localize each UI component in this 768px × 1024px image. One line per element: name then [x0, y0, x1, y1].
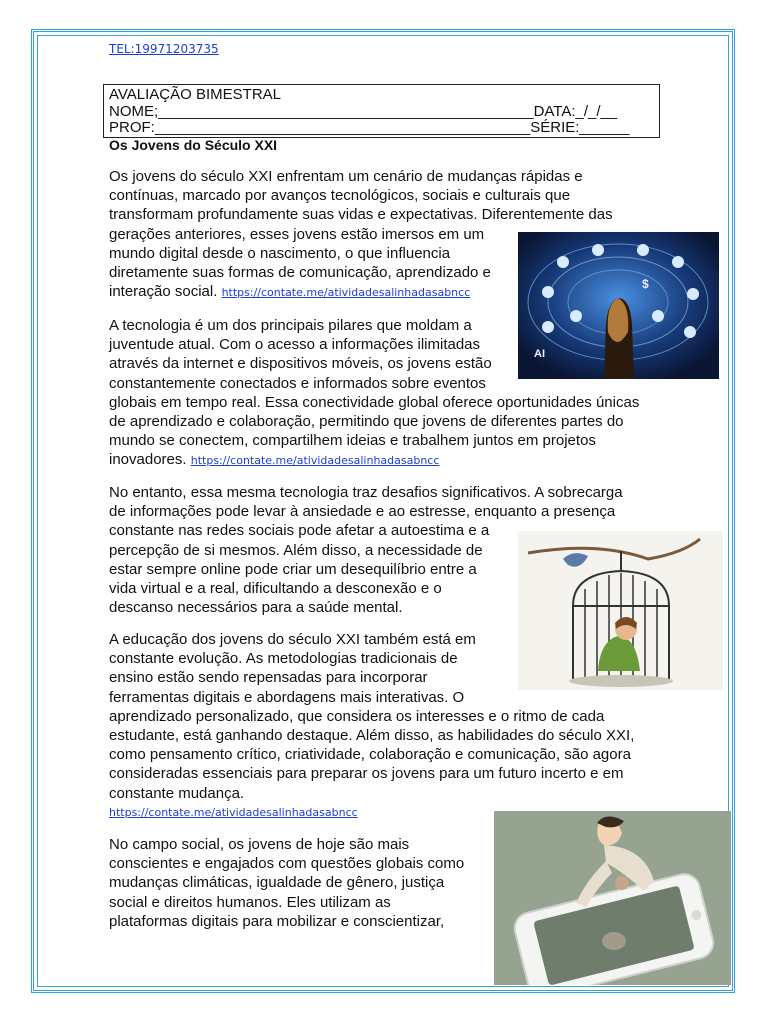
paragraph-1-text: Os jovens do século XXI enfrentam um cenário de mudanças rápidas e contínuas, marcado por avanços tecnológicos, sociais e culturais que transformam profundamente suas vidas e expectativas. Diferentemente das gerações anteriores, esses jovens estão imersos em um mundo digital desde o nascimento, o que influencia diretamente suas formas de comunicação, aprendizado e interação social. — [109, 168, 613, 301]
paragraph-3-text: No entanto, essa mesma tecnologia traz desafios significativos. A sobrecarga de informações pode levar à ansiedade e ao estresse, enquanto a presença constante nas redes sociais pode afetar a autoestima e a percepção de si mesmos. Além disso, a necessidade de estar sempre online pode criar um desequilíbrio entre a vida virtual e a real, dificultando a desconexão e o descanso necessários para a saúde mental. — [109, 484, 623, 617]
exam-title: AVALIAÇÃO BIMESTRAL — [109, 86, 281, 103]
article-title: Os Jovens do Século XXI — [109, 137, 278, 153]
paragraph-5-text: No campo social, os jovens de hoje são mais conscientes e engajados com questões globais como mudanças climáticas, igualdade de gênero, justiça social e direitos humanos. Eles utilizam as plataformas digitais para mobilizar e conscientizar, — [109, 836, 465, 930]
ai-icon-label: AI — [534, 348, 545, 360]
digital-network-illustration — [518, 232, 719, 379]
activity-link-2[interactable]: https://contate.me/atividadesalinhadasabncc — [190, 454, 440, 468]
phone-reflection-illustration — [494, 811, 731, 985]
caged-girl-illustration — [518, 531, 723, 690]
paragraph-4-text: A educação dos jovens do século XXI também está em constante evolução. As metodologias tradicionais de ensino estão sendo repensadas para incorporar ferramentas digitais e abordagens mais interativas. O aprendizado personalizado, que considera os interesses e o ritmo de cada estudante, está ganhando destaque. Além disso, as habilidades do século XXI, como pensamento crítico, criatividade, colaboração e comunicação, são agora consideradas essenciais para preparar os jovens para um futuro incerto e em constante mudança. — [109, 631, 635, 802]
dollar-icon-label: $ — [642, 277, 649, 291]
exam-header-box — [103, 84, 660, 138]
paragraph-2-text: A tecnologia é um dos principais pilares que moldam a juventude atual. Com o acesso a informações ilimitadas através da internet e dispositivos móveis, os jovens estão constantemente conectados e informados sobre eventos globais em tempo real. Essa conectividade global oferece oportunidades únicas de aprendizado e colaboração, permitindo que jovens de diferentes partes do mundo se conectem, compartilhem ideias e trabalhem juntos em projetos inovadores. — [109, 317, 640, 469]
teacher-grade-line: PROF:_____________________________________________SÉRIE:______ — [109, 119, 630, 136]
paragraph-5 — [109, 835, 464, 931]
digital-technology-image — [518, 232, 719, 379]
activity-link-3[interactable]: https://contate.me/atividadesalinhadasabncc — [109, 806, 358, 819]
phone-reflection-image — [494, 811, 731, 985]
birdcage-illustration-image — [518, 531, 723, 690]
activity-link-1[interactable]: https://contate.me/atividadesalinhadasabncc — [221, 286, 471, 300]
name-date-line: NOME;_____________________________________________DATA:_/_/__ — [109, 102, 618, 120]
phone-link[interactable]: TEL:19971203735 — [109, 42, 219, 56]
